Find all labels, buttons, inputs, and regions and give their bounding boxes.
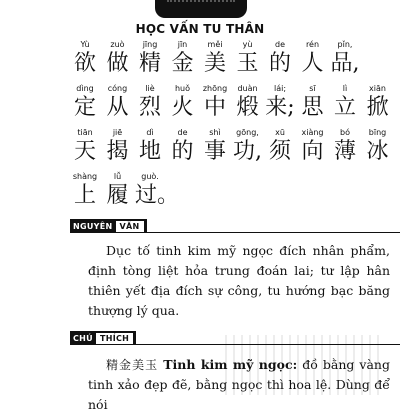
hanzi-character: 品, (330, 51, 360, 76)
note-text: đồ bằng vàng tinh xảo đẹp đẽ, bằng ngọc thì hoa lệ. Dùng để nói (88, 357, 390, 412)
hanzi-character: 功, (233, 139, 262, 164)
pinyin-syllable: guò. (141, 172, 159, 181)
pinyin-syllable: jīng (142, 40, 158, 49)
hanzi-character: 天 (73, 139, 96, 164)
hanzi-character: 精 (138, 51, 161, 76)
hanzi-character: 从 (106, 95, 129, 120)
pinyin-syllable: xiān (369, 84, 386, 93)
pinyin-syllable: tiān (77, 128, 93, 137)
pinyin-syllable: duàn (237, 84, 258, 93)
section-title: HỌC VẤN TU THÂN (135, 22, 265, 36)
original-label-right: VĂN (116, 221, 144, 232)
pinyin-syllable: yù (242, 40, 253, 49)
pinyin-syllable: xiàng (301, 128, 324, 137)
pinyin-syllable: shì (209, 128, 221, 137)
original-text: Dục tố tinh kim mỹ ngọc đích nhân phẩm, định tòng liệt hỏa trung đoán lai; tư lập hân thiên yết địa đích sự công, tu hướng bạc băng thượng lý qua. (88, 243, 390, 318)
banner-decoration (167, 0, 235, 12)
hanzi-character: 欲 (73, 51, 96, 76)
pinyin-syllable: lái; (273, 84, 287, 93)
hanzi-character: 的 (171, 139, 194, 164)
hanzi-character: 向 (301, 139, 324, 164)
hanzi-character: 上 (73, 183, 96, 208)
hanzi-character: 思 (301, 95, 324, 120)
pinyin-syllable: huǒ (174, 84, 191, 93)
pinyin-syllable: sī (309, 84, 316, 93)
hanzi-character: 烈 (138, 95, 161, 120)
pinyin-syllable: cóng (107, 84, 128, 93)
hanzi-character: 的 (268, 51, 291, 76)
pinyin-syllable: de (177, 128, 188, 137)
hanzi-character: 薄 (333, 139, 356, 164)
pinyin-syllable: jiē (112, 128, 123, 137)
hanzi-character: 事 (203, 139, 226, 164)
hanzi-character: 中 (203, 95, 226, 120)
hanzi-character: 须 (268, 139, 291, 164)
pinyin-syllable: měi (207, 40, 223, 49)
pinyin-syllable: pǐn, (337, 40, 353, 49)
hanzi-character: 揭 (106, 139, 129, 164)
pinyin-syllable: de (275, 40, 285, 49)
notes-label-right: THÍCH (96, 333, 133, 344)
hanzi-character: 火 (171, 95, 194, 120)
note-entry (88, 355, 390, 415)
poem-line (70, 128, 390, 178)
original-text-label (70, 219, 147, 233)
pinyin-syllable: Yù (80, 40, 90, 49)
poem-line (70, 40, 390, 90)
hanzi-character: 冰 (366, 139, 389, 164)
hanzi-character: 定 (73, 95, 96, 120)
pinyin-syllable: bó (340, 128, 350, 137)
hanzi-character: 玉 (236, 51, 259, 76)
hanzi-character: 做 (106, 51, 129, 76)
pinyin-syllable: xū (275, 128, 285, 137)
hanzi-character: 金 (171, 51, 194, 76)
notes-label (70, 331, 136, 345)
hanzi-character: 过。 (135, 183, 180, 208)
hanzi-character: 掀 (366, 95, 389, 120)
hanzi-character: 人 (301, 51, 324, 76)
pinyin-syllable: jīn (177, 40, 188, 49)
poem-line (70, 84, 390, 134)
pinyin-syllable: shàng (72, 172, 98, 181)
pinyin-syllable: liè (145, 84, 155, 93)
pinyin-syllable: gōng, (236, 128, 259, 137)
original-label-rule (70, 232, 400, 233)
pinyin-syllable: zhōng (202, 84, 228, 93)
pinyin-syllable: zuò (110, 40, 125, 49)
hanzi-character: 立 (333, 95, 356, 120)
pinyin-syllable: bīng (368, 128, 387, 137)
hanzi-character: 履 (106, 183, 129, 208)
original-label-left: NGUYÊN (73, 221, 113, 231)
pinyin-syllable: rén (305, 40, 320, 49)
notes-label-left: CHÚ (73, 333, 93, 343)
pinyin-syllable: lǚ (113, 172, 122, 181)
pinyin-syllable: dìng (76, 84, 94, 93)
hanzi-character: 来; (265, 95, 295, 120)
hanzi-character: 地 (138, 139, 161, 164)
pinyin-syllable: dì (146, 128, 154, 137)
hanzi-character: 美 (203, 51, 226, 76)
poem-line (70, 172, 390, 222)
note-term: Tinh kim mỹ ngọc: (163, 357, 298, 372)
note-han-term: 精金美玉 (106, 358, 159, 372)
pinyin-syllable: lì (342, 84, 348, 93)
top-banner-ornament (155, 0, 247, 18)
hanzi-character: 煅 (236, 95, 259, 120)
